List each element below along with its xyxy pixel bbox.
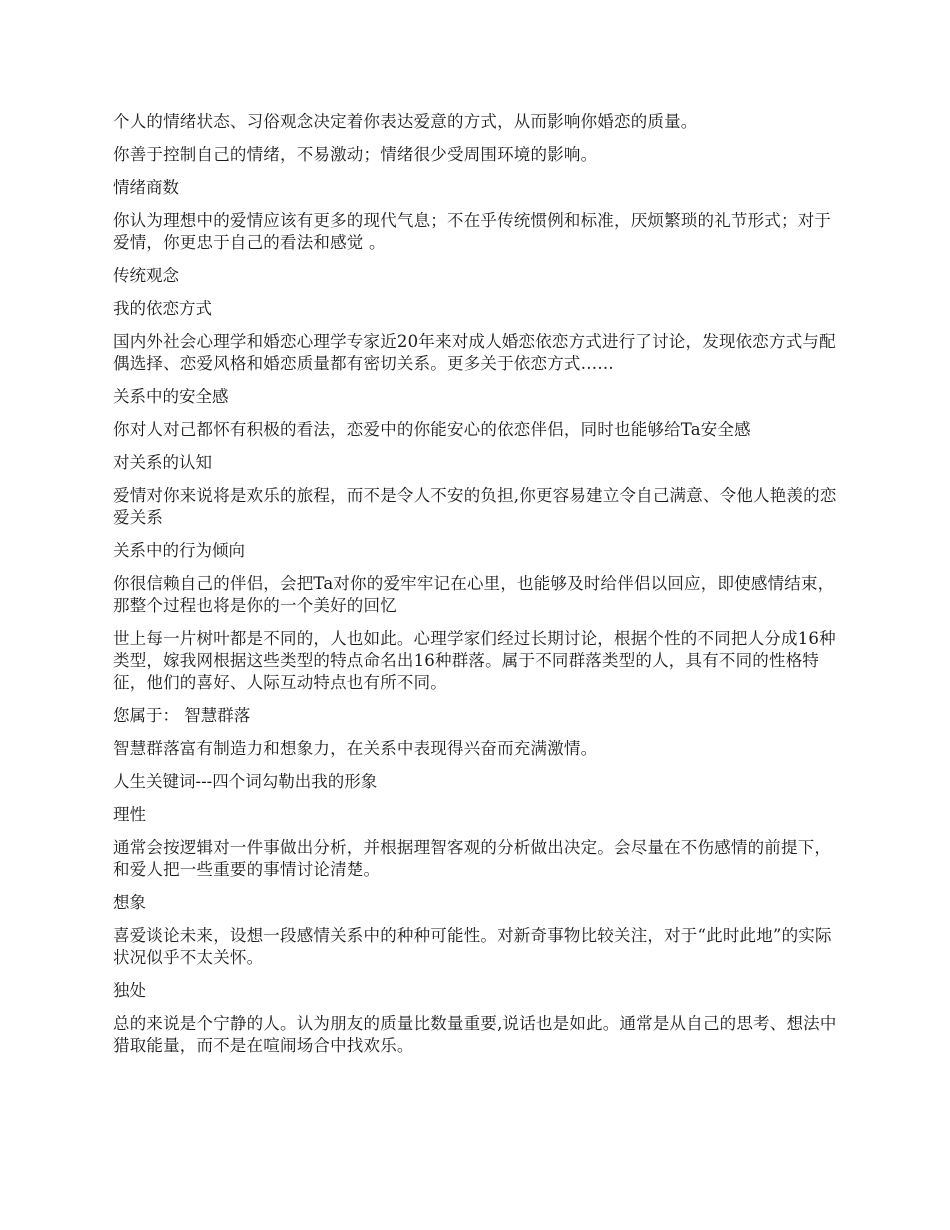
emotion-description: 你善于控制自己的情绪，不易激动；情绪很少受周围环境的影响。: [113, 145, 598, 164]
section-heading-attachment: 我的依恋方式: [113, 299, 212, 318]
tradition-description: 你认为理想中的爱情应该有更多的现代气息；不在乎传统惯例和标准，厌烦繁琐的礼节形式；对于爱情，你更忠于自己的看法和感觉 。: [113, 211, 832, 252]
keyword-rational-description: 通常会按逻辑对一件事做出分析，并根据理智客观的分析做出决定。会尽量在不伤感情的前提下，和爱人把一些重要的事情讨论清楚。: [113, 838, 832, 879]
group-result: 您属于： 智慧群落: [113, 706, 251, 725]
types-intro: 世上每一片树叶都是不同的，人也如此。心理学家们经过长期讨论，根据个性的不同把人分成16种类型，嫁我网根据这些类型的特点命名出16种群落。属于不同群落类型的人，具有不同的性格特征，他们的喜好、人际互动特点也有所不同。: [113, 629, 836, 692]
section-heading-cognition: 对关系的认知: [113, 453, 212, 472]
document-body: [113, 111, 843, 1068]
section-heading-security: 关系中的安全感: [113, 387, 229, 406]
keyword-rational: 理性: [113, 805, 146, 824]
security-description: 你对人对己都怀有积极的看法，恋爱中的你能安心的依恋伴侣，同时也能够给Ta安全感: [113, 420, 751, 439]
section-heading-behavior: 关系中的行为倾向: [113, 541, 245, 560]
keyword-imagination: 想象: [113, 893, 146, 912]
intro-paragraph: 个人的情绪状态、习俗观念决定着你表达爱意的方式，从而影响你婚恋的质量。: [113, 112, 698, 131]
keyword-solitude-description: 总的来说是个宁静的人。认为朋友的质量比数量重要,说话也是如此。通常是从自己的思考、想法中猎取能量，而不是在喧闹场合中找欢乐。: [113, 1014, 837, 1055]
section-heading-keywords: 人生关键词---四个词勾勒出我的形象: [113, 772, 378, 791]
attachment-description: 国内外社会心理学和婚恋心理学专家近20年来对成人婚恋依恋方式进行了讨论，发现依恋方式与配偶选择、恋爱风格和婚恋质量都有密切关系。更多关于依恋方式……: [113, 332, 836, 373]
keyword-solitude: 独处: [113, 981, 146, 1000]
section-heading-tradition: 传统观念: [113, 266, 179, 285]
cognition-description: 爱情对你来说将是欢乐的旅程，而不是令人不安的负担,你更容易建立令自己满意、令他人艳羡的恋爱关系: [113, 486, 837, 527]
group-description: 智慧群落富有制造力和想象力，在关系中表现得兴奋而充满激情。: [113, 739, 598, 758]
behavior-description: 你很信赖自己的伴侣，会把Ta对你的爱牢牢记在心里，也能够及时给伴侣以回应，即使感情结束，那整个过程也将是你的一个美好的回忆: [113, 574, 835, 615]
section-heading-eq: 情绪商数: [113, 178, 179, 197]
keyword-imagination-description: 喜爱谈论未来，设想一段感情关系中的种种可能性。对新奇事物比较关注，对于“此时此地”的实际状况似乎不太关怀。: [113, 926, 832, 967]
